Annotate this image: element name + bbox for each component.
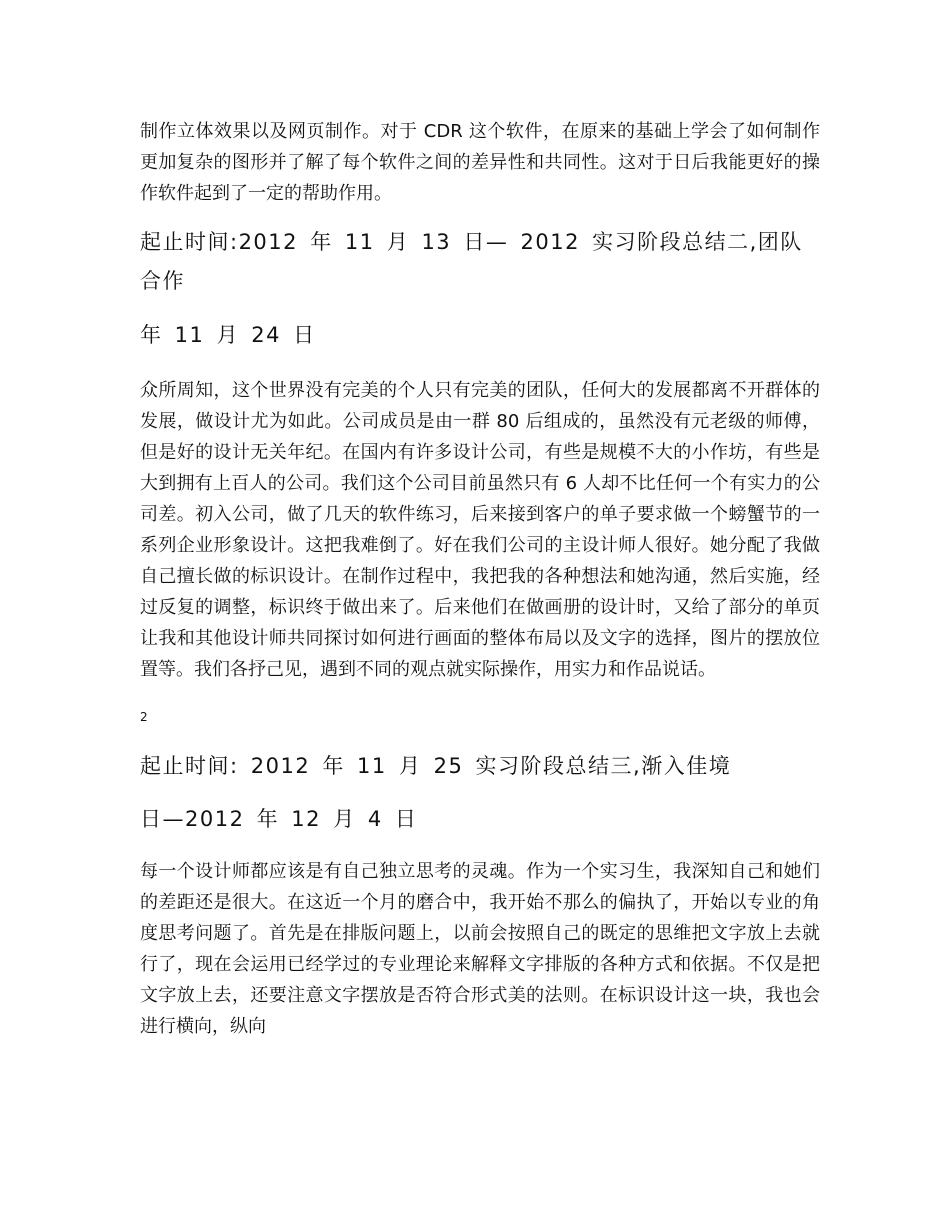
section-date-progress: 日—2012 年 12 月 4 日 bbox=[140, 807, 418, 831]
paragraph-progress: 每一个设计师都应该是有自己独立思考的灵魂。作为一个实习生，我深知自己和她们的差距还是很大。在这近一个月的磨合中，我开始不那么的偏执了，开始以专业的角度思考问题了。首先是在排版问题上，以前会按照自己的既定的思维把文字放上去就行了，现在会运用已经学过的专业理论来解释文字排版的各种方式和依据。不仅是把文字放上去，还要注意文字摆放是否符合形式美的法则。在标识设计这一块，我也会进行横向，纵向 bbox=[140, 861, 820, 1037]
section-heading-progress: 起止时间: 2012 年 11 月 25 实习阶段总结三,渐入佳境 bbox=[140, 754, 732, 778]
section-heading-teamwork: 起止时间:2012 年 11 月 13 日— 2012 实习阶段总结二,团队合作 bbox=[140, 230, 803, 293]
section-date-teamwork: 年 11 月 24 日 bbox=[140, 323, 316, 347]
document-page bbox=[140, 116, 820, 1042]
paragraph-teamwork: 众所周知，这个世界没有完美的个人只有完美的团队，任何大的发展都离不开群体的发展，做设计尤为如此。公司成员是由一群 80 后组成的，虽然没有元老级的师傅，但是好的设计无关年纪。在国内有许多设计公司，有些是规模不大的小作坊，有些是大到拥有上百人的公司。我们这个公司目前虽然只有 6 人却不比任何一个有实力的公司差。初入公司，做了几天的软件练习，后来接到客户的单子要求做一个螃蟹节的一系列企业形象设计。这把我难倒了。好在我们公司的主设计师人很好。她分配了我做自己擅长做的标识设计。在制作过程中，我把我的各种想法和她沟通，然后实施，经过反复的调整，标识终于做出来了。后来他们在做画册的设计时，又给了部分的单页让我和其他设计师共同探讨如何进行画面的整体布局以及文字的选择，图片的摆放位置等。我们各抒己见，遇到不同的观点就实际操作，用实力和作品说话。 bbox=[140, 380, 820, 680]
paragraph-software-summary: 制作立体效果以及网页制作。对于 CDR 这个软件，在原来的基础上学会了如何制作更加复杂的图形并了解了每个软件之间的差异性和共同性。这对于日后我能更好的操作软件起到了一定的帮助作用。 bbox=[140, 121, 820, 204]
page-number: 2 bbox=[140, 710, 148, 724]
